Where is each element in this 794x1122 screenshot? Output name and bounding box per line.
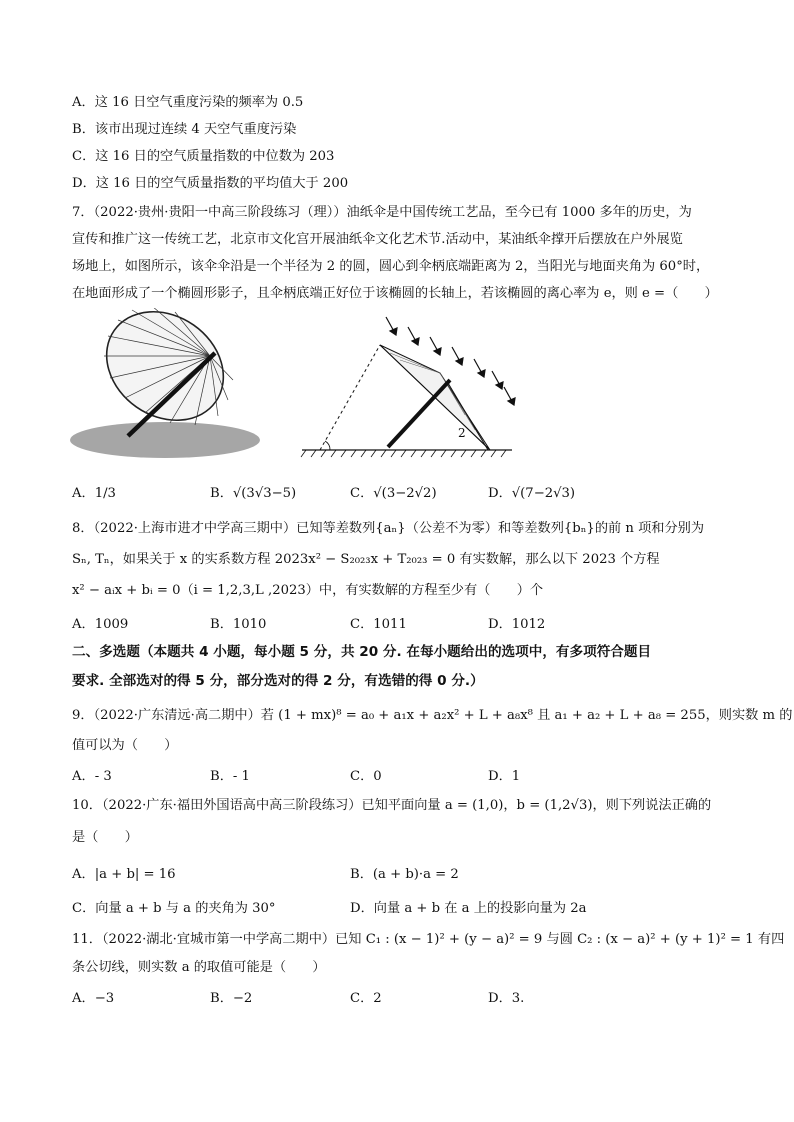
q8-option-b: B．1010 <box>210 617 267 632</box>
q7-stem-line-4: 在地面形成了一个椭圆形影子，且伞柄底端正好位于该椭圆的长轴上，若该椭圆的离心率为 e，则 e =（ ） <box>72 286 718 301</box>
q6-option-b: B．该市出现过连续 4 天空气重度污染 <box>72 122 297 137</box>
q11-option-c: C．2 <box>350 991 382 1006</box>
q9-option-d: D．1 <box>488 769 521 784</box>
q7-stem-line-2: 宣传和推广这一传统工艺，北京市文化宫开展油纸伞文化艺术节.活动中，某油纸伞撑开后摆放在户外展览 <box>72 232 683 247</box>
q6-option-d: D．这 16 日的空气质量指数的平均值大于 200 <box>72 176 349 191</box>
q10-option-a: A．|a + b| = 16 <box>72 867 176 882</box>
q7-stem-line-3: 场地上，如图所示，该伞伞沿是一个半径为 2 的圆，圆心到伞柄底端距离为 2，当阳光与地面夹角为 60°时， <box>72 259 710 274</box>
q10-stem-line-1: 10．（2022·广东·福田外国语高中高三阶段练习）已知平面向量 a = (1,0)，b = (1,2√3)，则下列说法正确的 <box>72 798 712 813</box>
q11-stem-line-2: 条公切线，则实数 a 的取值可能是（ ） <box>72 960 326 975</box>
q7-option-a: A．1/3 <box>72 486 116 501</box>
q9-stem-line-2: 值可以为（ ） <box>72 738 178 753</box>
shadow-geometry-diagram <box>300 305 520 465</box>
q6-option-c: C．这 16 日的空气质量指数的中位数为 203 <box>72 149 335 164</box>
q8-option-d: D．1012 <box>488 617 546 632</box>
q8-stem-line-2: Sₙ, Tₙ，如果关于 x 的实系数方程 2023x² − S₂₀₂₃x + T₂₀₂₃ = 0 有实数解，那么以下 2023 个方程 <box>72 552 660 567</box>
q9-option-a: A．- 3 <box>72 769 112 784</box>
q7-option-b: B．√(3√3−5) <box>210 486 297 501</box>
q11-option-a: A．−3 <box>72 991 115 1006</box>
section-2-heading-line-1: 二、多选题（本题共 4 小题，每小题 5 分，共 20 分. 在每小题给出的选项中，有多项符合题目 <box>72 644 652 660</box>
q7-option-d: D．√(7−2√3) <box>488 486 576 501</box>
q7-stem-line-1: 7．（2022·贵州·贵阳一中高三阶段练习（理））油纸伞是中国传统工艺品，至今已有 1000 多年的历史，为 <box>72 205 692 220</box>
q9-option-b: B．- 1 <box>210 769 250 784</box>
q10-option-d: D．向量 a + b 在 a 上的投影向量为 2a <box>350 901 587 916</box>
q7-option-c: C．√(3−2√2) <box>350 486 437 501</box>
q8-stem-line-3: x² − aᵢx + bᵢ = 0（i = 1,2,3,L ,2023）中，有实数解的方程至少有（ ）个 <box>72 583 544 598</box>
q11-option-d: D．3. <box>488 991 525 1006</box>
q9-option-c: C．0 <box>350 769 382 784</box>
q8-option-c: C．1011 <box>350 617 407 632</box>
q10-option-c: C．向量 a + b 与 a 的夹角为 30° <box>72 901 276 916</box>
q8-stem-line-1: 8．（2022·上海市进才中学高三期中）已知等差数列{aₙ}（公差不为零）和等差数列{bₙ}的前 n 项和分别为 <box>72 521 705 536</box>
q6-option-a: A．这 16 日空气重度污染的频率为 0.5 <box>72 95 304 110</box>
q10-option-b: B．(a + b)·a = 2 <box>350 867 459 882</box>
umbrella-photo <box>70 308 270 458</box>
q8-option-a: A．1009 <box>72 617 129 632</box>
q11-option-b: B．−2 <box>210 991 253 1006</box>
q10-stem-line-2: 是（ ） <box>72 830 138 845</box>
radius-label: 2 <box>458 426 466 440</box>
q11-stem-line-1: 11．（2022·湖北·宜城市第一中学高二期中）已知 C₁ : (x − 1)² + (y − a)² = 9 与圆 C₂ : (x − a)² + (y + 1)² = 1 有四 <box>72 932 785 947</box>
section-2-heading-line-2: 要求. 全部选对的得 5 分，部分选对的得 2 分，有选错的得 0 分.） <box>72 673 484 689</box>
umbrella-handle-line <box>388 380 450 447</box>
q9-stem-line-1: 9．（2022·广东清远·高二期中）若 (1 + mx)⁸ = a₀ + a₁x + a₂x² + L + a₈x⁸ 且 a₁ + a₂ + L + a₈ = 255，则实数 m 的 <box>72 708 793 723</box>
